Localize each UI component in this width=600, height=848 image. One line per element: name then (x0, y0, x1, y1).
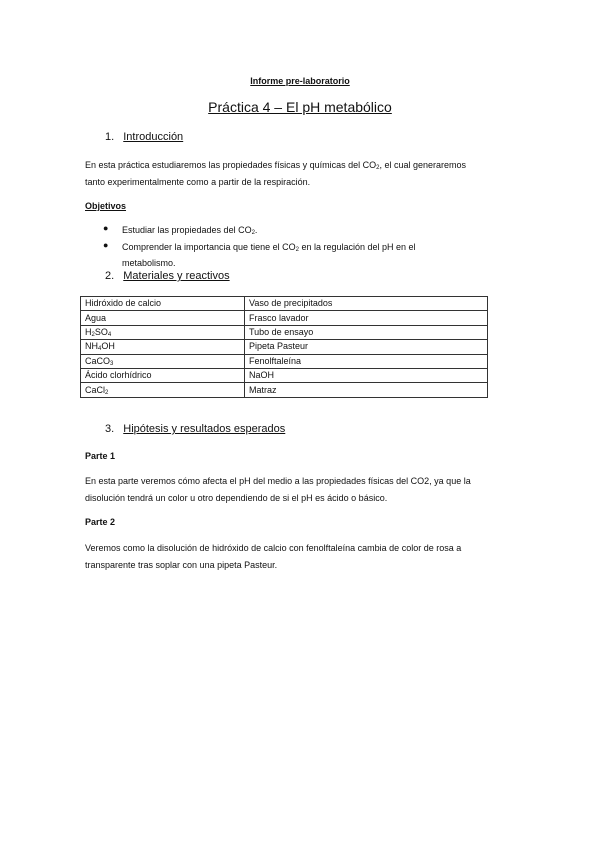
table-cell: Pipeta Pasteur (245, 340, 488, 354)
objective-1: Estudiar las propiedades del $CO_2$. (122, 225, 258, 236)
section-3-heading (105, 423, 285, 435)
table-cell: NaOH (245, 368, 488, 382)
report-header: Informe pre-laboratorio (250, 76, 350, 86)
table-cell: $NH_4OH$ (81, 340, 245, 354)
intro-line-1: En esta práctica estudiaremos las propiedades físicas y químicas del $CO_2$, el cual generaremos (85, 160, 467, 171)
objective-2: Comprender la importancia que tiene el $CO_2$ en la regulación del pH en el (122, 242, 416, 253)
parte-2-line-1: Veremos como la disolución de hidróxido de calcio con fenolftaleína cambia de color de rosa a (85, 543, 462, 553)
parte-2-heading: Parte 2 (85, 517, 116, 527)
materials-table (80, 296, 488, 398)
section-1-title: Introducción (123, 131, 184, 143)
section-3-title: Hipótesis y resultados esperados (123, 423, 286, 435)
table-row (81, 383, 488, 397)
section-2-number: 2. (105, 270, 115, 282)
table-cell: Frasco lavador (245, 311, 488, 325)
table-cell: Agua (81, 311, 245, 325)
table-row (81, 340, 488, 354)
intro-line-2: tanto experimentalmente como a partir de la respiración. (85, 177, 311, 187)
parte-1-heading: Parte 1 (85, 451, 116, 461)
table-cell: Tubo de ensayo (245, 325, 488, 339)
parte-1-line-2: disolución tendrá un color u otro dependiendo de si el pH es ácido o básico. (85, 493, 388, 503)
table-row (81, 311, 488, 325)
section-1-number: 1. (105, 131, 115, 143)
table-cell: Hidróxido de calcio (81, 297, 245, 311)
table-cell: Fenolftaleína (245, 354, 488, 368)
table-cell: CaCO$_3$ (81, 354, 245, 368)
parte-1-line-1: En esta parte veremos cómo afecta el pH del medio a las propiedades físicas del CO2, ya que la (85, 476, 471, 486)
objective-2-line-2: metabolismo. (122, 258, 176, 268)
bullet-icon: ● (103, 223, 109, 233)
table-cell: Matraz (245, 383, 488, 397)
table-row (81, 368, 488, 382)
bullet-icon: ● (103, 240, 109, 250)
table-row (81, 354, 488, 368)
section-3-number: 3. (105, 423, 115, 435)
section-2-heading (105, 270, 230, 282)
table-row (81, 325, 488, 339)
objectives-heading: Objetivos (85, 201, 127, 211)
table-cell: Ácido clorhídrico (81, 368, 245, 382)
table-cell: $H_2SO_4$ (81, 325, 245, 339)
section-1-heading (105, 131, 183, 143)
table-cell: CaCl$_2$ (81, 383, 245, 397)
table-row (81, 297, 488, 311)
section-2-title: Materiales y reactivos (123, 270, 230, 282)
page-title: Práctica 4 – El pH metabólico (208, 99, 392, 115)
table-cell: Vaso de precipitados (245, 297, 488, 311)
parte-2-line-2: transparente tras soplar con una pipeta Pasteur. (85, 560, 278, 570)
